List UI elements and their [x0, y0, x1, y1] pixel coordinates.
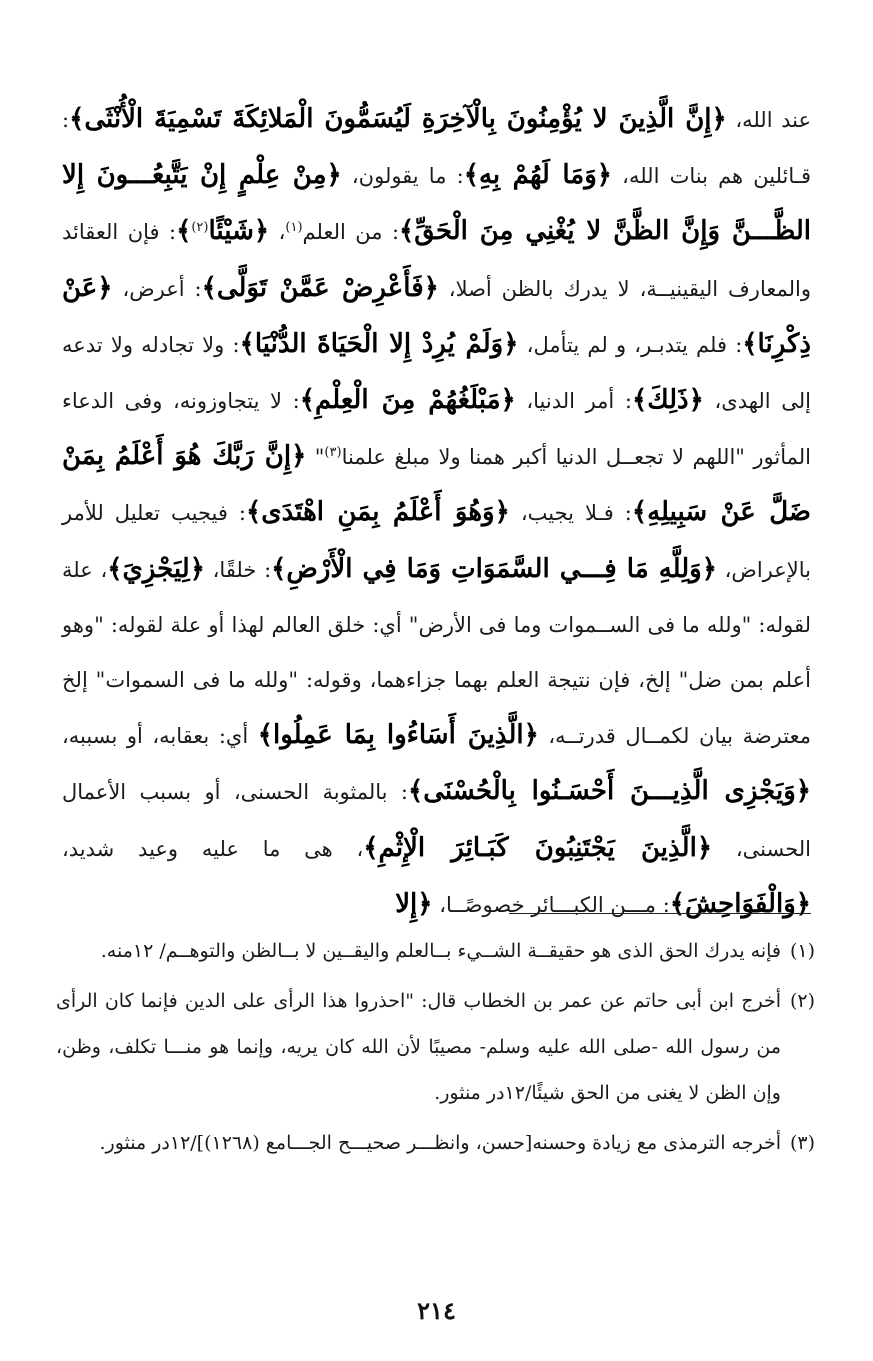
footnotes-section [56, 928, 815, 1170]
quran-verse: ﴿مِنْ عِلْمٍ إِنْ يَتَّبِعُـــونَ إِلا الظَّـــنَّ وَإِنَّ الظَّنَّ لا يُغْنِي مِنَ الْحَقِّ﴾ [62, 160, 812, 247]
commentary-text: : فـلا يجيب، [509, 501, 632, 526]
quran-verse: ﴿لِيَجْزِيَ﴾ [107, 553, 205, 584]
quran-verse: ﴿وَلَمْ يُرِدْ إِلا الْحَيَاةَ الدُّنْيَا﴾ [239, 328, 519, 359]
quran-verse: ﴿الَّذِينَ أَسَاءُوا بِمَا عَمِلُوا﴾ [257, 720, 539, 751]
quran-verse: ﴿إِنَّ رَبَّكَ هُوَ أَعْلَمُ بِمَنْ ضَلَّ عَنْ سَبِيلِهِ﴾ [62, 441, 811, 528]
quran-verse: ﴿وَيَجْزِى الَّذِيـــنَ أَحْسَـنُوا بِالْحُسْنَى﴾ [408, 776, 811, 807]
main-paragraph [62, 92, 811, 933]
quran-verse: ﴿وَالْفَوَاحِشَ﴾ [669, 888, 811, 919]
commentary-text: : فلم يتدبـر، و لم يتأمل، [518, 332, 743, 357]
commentary-text: : أمر الدنيا، [515, 389, 632, 414]
footnote-number: (١) [789, 940, 815, 962]
commentary-text: : ما يقولون، [341, 164, 464, 189]
footnote-text: أخرجه الترمذى مع زيادة وحسنه[حسن، وانظـــر صحيـــح الجـــامع (١٢٦٨)]/١٢در منثور. [99, 1132, 781, 1154]
quran-verse: ﴿شَيْئًا [208, 216, 270, 247]
footnote-text: فإنه يدرك الحق الذى هو حقيقــة الشــيء بــالعلم واليقــين لا بــالظن والتوهــم/ ١٢منه. [100, 940, 781, 962]
commentary-text: : بالمثوبة الحسنى، أو بسبب الأعمال الحسنى، [62, 780, 811, 861]
quran-verse: ﴿إِلا [395, 888, 433, 919]
commentary-text: أي: بعقابه، أو بسببه، [62, 724, 258, 749]
footnote-number: (٢) [789, 990, 815, 1012]
footnote-reference: (١) [285, 220, 303, 236]
footnote-reference: (٢) [191, 220, 209, 236]
quran-verse: ﴿ذَلِكَ﴾ [631, 385, 704, 416]
footnote-number: (٣) [789, 1132, 815, 1154]
commentary-text: " [306, 445, 325, 470]
footnote-3 [56, 1120, 815, 1166]
quran-verse: ﴿عَنْ ذِكْرِنَا﴾ [62, 272, 811, 359]
main-text-body [62, 92, 811, 933]
quran-verse: ﴿وَلِلَّهِ مَا فِـــي السَّمَوَاتِ وَمَا فِي الْأَرْضِ﴾ [271, 553, 717, 584]
commentary-text: ، علة لقوله: "ولله ما فى الســموات وما فى الأرض" أي: خلق العالم لهذا أو علة لقوله: "وهو أعلم بمن ضل" إلخ، فإن نتيجة العلم بهما جزاءهما، وقوله: "ولله ما فى السموات" إلخ معترضة بيان لكمــال قدرتــه، [62, 557, 811, 749]
footnote-text: أخرج ابن أبى حاتم عن عمر بن الخطاب قال: "احذروا هذا الرأى على الدين فإنما كان الرأى من رسول الله -صلى الله عليه وسلم- مصيبًا لأن الله كان يريه، وإنما هو منـــا تكلف، وظن، وإن الظن لا يغنى من الحق شيئًا/١٢در منثور. [56, 990, 781, 1104]
footnote-reference: (٣) [324, 445, 342, 461]
commentary-text: : خلقًا، [204, 557, 272, 582]
quran-verse: ﴿الَّذِينَ يَجْتَنِبُونَ كَبَـائِرَ الْإِثْمِ﴾ [363, 832, 713, 863]
commentary-text: : أعرض، [112, 276, 202, 301]
commentary-text: : قـائلين هم بنات الله، [62, 108, 811, 189]
commentary-text: : فيجيب تعليل للأمر بالإعراض، [62, 501, 811, 582]
commentary-text: : مـــن الكبـــائر خصوصًــا، [432, 892, 670, 917]
commentary-text: ، [269, 220, 286, 245]
commentary-text: : من العلم [302, 220, 400, 245]
commentary-text: : فإن العقائد والمعارف اليقينيــة، لا يدرك بالظن أصلا، [62, 220, 811, 301]
footnote-2 [56, 978, 815, 1116]
quran-verse: ﴿وَمَا لَهُمْ بِهِ﴾ [463, 160, 613, 191]
quran-verse: ﴿إِنَّ الَّذِينَ لا يُؤْمِنُونَ بِالْآخِرَةِ لَيُسَمُّونَ الْمَلائِكَةَ تَسْمِيَةَ الْأُنْثَى﴾ [69, 104, 727, 134]
commentary-text: : ولا تجادله ولا تدعه إلى الهدى، [62, 332, 811, 414]
commentary-text: عند الله، [726, 108, 811, 132]
page-number: ٢١٤ [417, 1296, 456, 1325]
commentary-text: ، هى ما عليه وعيد شديد، [62, 836, 364, 861]
quran-verse: ﴾ [176, 216, 192, 247]
footnote-1 [56, 928, 815, 974]
commentary-text: : لا يتجاوزونه، وفى الدعاء المأثور "اللهم لا تجعــل الدنيا أكبر همنا ولا مبلغ علمنا [62, 389, 811, 470]
quran-verse: ﴿فَأَعْرِضْ عَمَّنْ تَوَلَّى﴾ [201, 272, 439, 303]
quran-verse: ﴿مَبْلَغُهُمْ مِنَ الْعِلْمِ﴾ [299, 385, 516, 416]
footnote-separator-line [509, 913, 811, 914]
quran-verse: ﴿وَهُوَ أَعْلَمُ بِمَنِ اهْتَدَى﴾ [245, 497, 510, 528]
